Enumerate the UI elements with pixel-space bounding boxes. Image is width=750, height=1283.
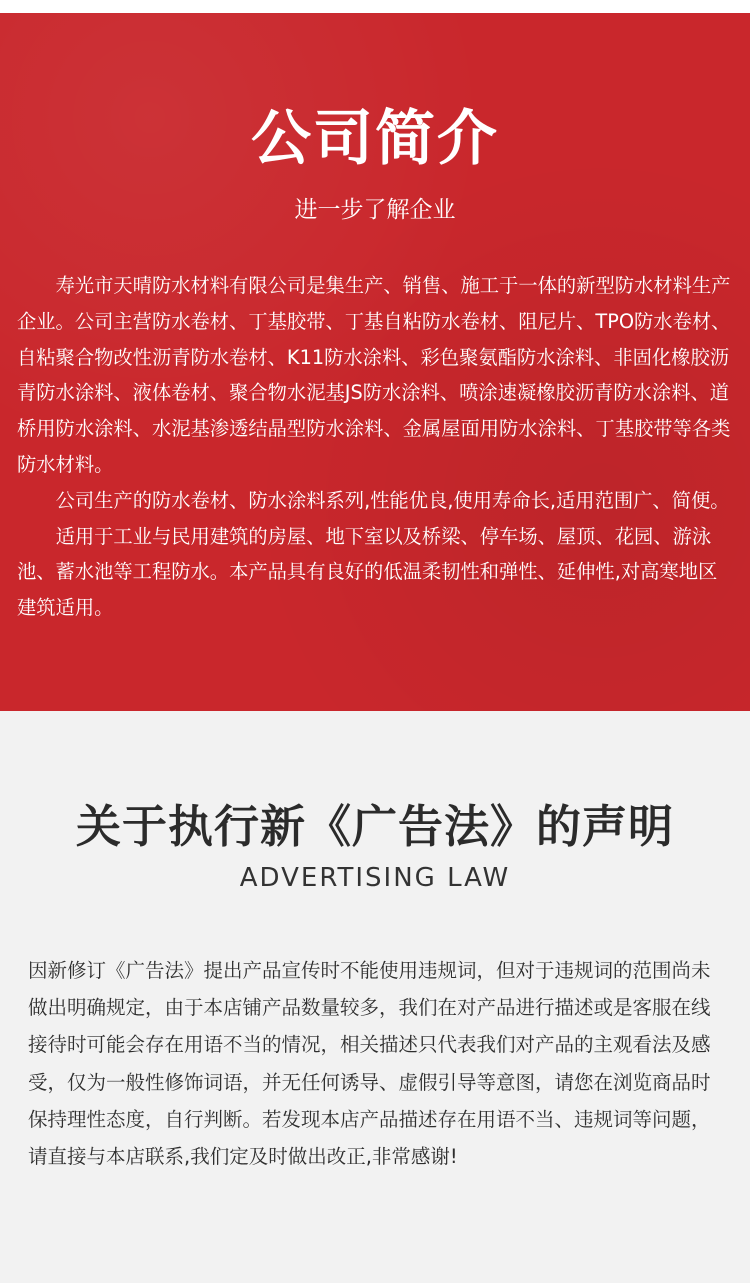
intro-paragraph: 寿光市天晴防水材料有限公司是集生产、销售、施工于一体的新型防水材料生产企业。公司主营防水卷材、丁基胶带、丁基自粘防水卷材、阻尼片、TPO防水卷材、自粘聚合物改性沥青防水卷材、K11防水涂料、彩色聚氨酯防水涂料、非固化橡胶沥青防水涂料、液体卷材、聚合物水泥基JS防水涂料、喷涂速凝橡胶沥青防水涂料、道桥用防水涂料、水泥基渗透结晶型防水涂料、金属屋面用防水涂料、丁基胶带等各类防水材料。 bbox=[17, 274, 731, 476]
law-subtitle: ADVERTISING LAW bbox=[239, 863, 511, 893]
company-intro-section bbox=[0, 13, 750, 711]
top-white-strip bbox=[0, 0, 750, 13]
intro-title: 公司简介 bbox=[251, 104, 499, 174]
law-statement-body: 因新修订《广告法》提出产品宣传时不能使用违规词，但对于违规词的范围尚未做出明确规定，由于本店铺产品数量较多，我们在对产品进行描述或是客服在线接待时可能会存在用语不当的情况，相关描述只代表我们对产品的主观看法及感受，仅为一般性修饰词语，并无任何诱导、虚假引导等意图，请您在浏览商品时保持理性态度，自行判断。若发现本店产品描述存在用语不当、违规词等问题，请直接与本店联系,我们定及时做出改正,非常感谢! bbox=[28, 959, 711, 1169]
intro-paragraph: 适用于工业与民用建筑的房屋、地下室以及桥梁、停车场、屋顶、花园、游泳池、蓄水池等工程防水。本产品具有良好的低温柔韧性和弹性、延伸性,对高寒地区建筑适用。 bbox=[17, 524, 718, 620]
intro-paragraph: 公司生产的防水卷材、防水涂料系列,性能优良,使用寿命长,适用范围广、简便。 bbox=[55, 488, 730, 512]
intro-body bbox=[17, 268, 735, 626]
law-title: 关于执行新《广告法》的声明 bbox=[75, 800, 674, 853]
advertising-law-section bbox=[0, 711, 750, 1283]
intro-subtitle: 进一步了解企业 bbox=[294, 197, 456, 223]
